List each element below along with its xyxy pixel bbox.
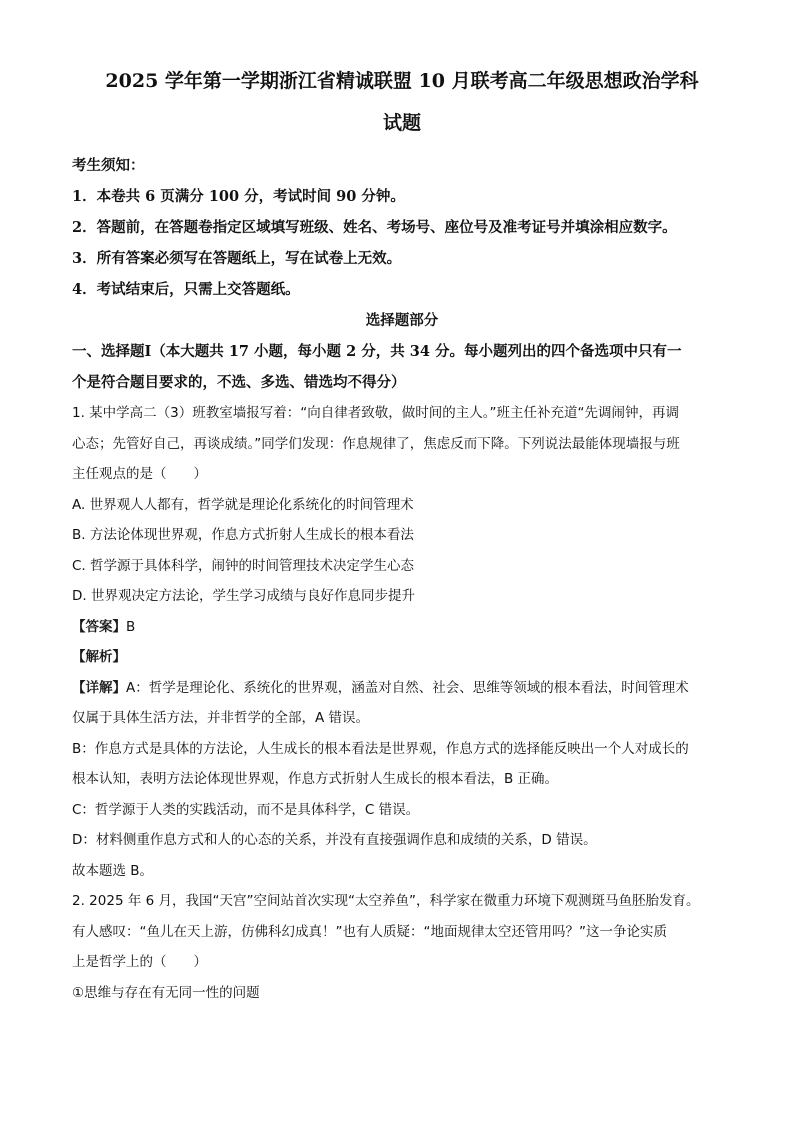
question-1 xyxy=(72,398,732,886)
detail-text: A：哲学是理论化、系统化的世界观，涵盖对自然、社会、思维等领域的根本看法，时间管理术 xyxy=(126,679,689,696)
detail-line: B：作息方式是具体的方法论，人生成长的根本看法是世界观，作息方式的选择能反映出一个人对成长的 xyxy=(72,740,689,757)
question-stem-line: 上是哲学上的（ ） xyxy=(72,954,207,970)
exam-page xyxy=(72,60,732,1008)
option-a: A. 世界观人人都有，哲学就是理论化系统化的时间管理术 xyxy=(72,496,414,513)
detail-line: D：材料侧重作息方式和人的心态的关系，并没有直接强调作息和成绩的关系，D 错误。 xyxy=(72,832,597,848)
analysis-tag: 【解析】 xyxy=(72,649,126,665)
part-heading: 一、选择题Ⅰ（本大题共 17 小题，每小题 2 分，共 34 分。每小题列出的四个备选项中只有一 xyxy=(72,343,682,360)
part-heading-continued: 个是符合题目要求的，不选、多选、错选均不得分） xyxy=(72,374,406,391)
answer-line xyxy=(72,612,732,643)
detail-line: 故本题选 B。 xyxy=(72,862,154,879)
exam-title: 2025 学年第一学期浙江省精诚联盟 10 月联考高二年级思想政治学科 xyxy=(105,70,699,92)
notice-item: 4．考试结束后，只需上交答题纸。 xyxy=(72,281,300,298)
notice-item: 2．答题前，在答题卷指定区域填写班级、姓名、考场号、座位号及准考证号并填涂相应数字。 xyxy=(72,219,677,236)
detail-line: C：哲学源于人类的实践活动，而不是具体科学，C 错误。 xyxy=(72,801,420,818)
section-title: 选择题部分 xyxy=(365,312,439,329)
option-b: B. 方法论体现世界观，作息方式折射人生成长的根本看法 xyxy=(72,527,414,543)
question-2 xyxy=(72,886,732,1008)
detail-tag: 【详解】 xyxy=(72,679,126,696)
question-stem-line: 1. 某中学高二（3）班教室墙报写着：“向自律者致敬，做时间的主人。”班主任补充道“先调闹钟，再调 xyxy=(72,405,679,421)
answer-tag: 【答案】 xyxy=(72,618,126,635)
notice-item: 3．所有答案必须写在答题纸上，写在试卷上无效。 xyxy=(72,250,402,267)
notice-item: 1．本卷共 6 页满分 100 分，考试时间 90 分钟。 xyxy=(72,188,405,205)
question-stem-line: 有人感叹：“鱼儿在天上游，仿佛科幻成真！”也有人质疑：“地面规律太空还管用吗？”这一争论实质 xyxy=(72,923,667,940)
question-stem-line: 主任观点的是（ ） xyxy=(72,466,207,482)
option-1: ①思维与存在有无同一性的问题 xyxy=(72,984,260,1001)
detail-line: 根本认知，表明方法论体现世界观，作息方式折射人生成长的根本看法，B 正确。 xyxy=(72,771,559,787)
detail-line: 仅属于具体生活方法，并非哲学的全部，A 错误。 xyxy=(72,710,370,726)
exam-title-continued: 试题 xyxy=(382,112,421,134)
question-stem-line: 心态；先管好自己，再谈成绩。”同学们发现：作息规律了，焦虑反而下降。下列说法最能体现墙报与班 xyxy=(72,435,680,452)
question-stem-line: 2. 2025 年 6 月，我国“天宫”空间站首次实现“太空养鱼”，科学家在微重力环境下观测斑马鱼胚胎发育。 xyxy=(72,893,700,909)
notice-heading: 考生须知： xyxy=(72,157,145,174)
option-c: C. 哲学源于具体科学，闹钟的时间管理技术决定学生心态 xyxy=(72,557,415,574)
detail-line xyxy=(72,673,732,704)
option-d: D. 世界观决定方法论，学生学习成绩与良好作息同步提升 xyxy=(72,588,415,604)
answer-value: B xyxy=(126,618,136,635)
